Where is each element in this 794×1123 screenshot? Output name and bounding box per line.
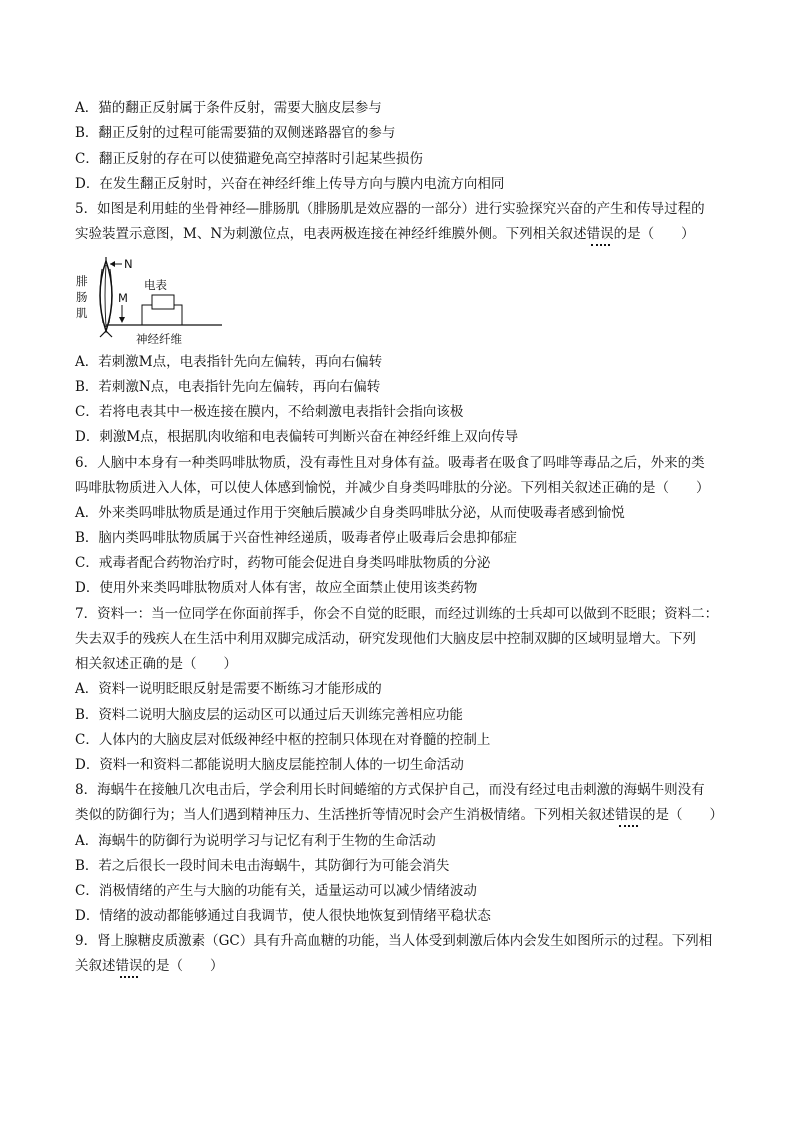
q7-stem-line1: 7．资料一：当一位同学在你面前挥手，你会不自觉的眨眼，而经过训练的士兵却可以做到不眨眼；资料二：	[75, 606, 719, 622]
q8-option-c: C．消极情绪的产生与大脑的功能有关，适量运动可以减少情绪波动	[75, 883, 477, 899]
m-arrow-head	[119, 317, 125, 323]
q5-stem-line2	[75, 225, 735, 243]
q4-option-a: A．猫的翻正反射属于条件反射，需要大脑皮层参与	[75, 100, 382, 116]
q6-option-d: D．使用外来类吗啡肽物质对人体有害，故应全面禁止使用该类药物	[75, 580, 478, 596]
q4-option-c: C．翻正反射的存在可以使猫避免高空掉落时引起某些损伤	[75, 151, 423, 167]
q8-option-a: A．海蜗牛的防御行为说明学习与记忆有利于生物的生命活动	[75, 833, 436, 849]
q8-option-d: D．情绪的波动都能够通过自我调节，使人很快地恢复到情绪平稳状态	[75, 908, 491, 924]
q9-stem-line1: 9．肾上腺糖皮质激素（GC）具有升高血糖的功能，当人体受到刺激后体内会发生如图所示的过程。下列相	[75, 933, 713, 949]
q5-option-a: A．若刺激M点，电表指针先向左偏转，再向右偏转	[75, 354, 383, 370]
q8-stem-tail: 的是（ ）	[642, 807, 723, 823]
q5-emphasis-word: 错误	[586, 226, 614, 242]
q5-option-c: C．若将电表其中一极连接在膜内，不给刺激电表指针会指向该极	[75, 404, 464, 420]
q9-stem-text: 关叙述	[75, 958, 116, 974]
q5-stem-line1: 5．如图是利用蛙的坐骨神经—腓肠肌（腓肠肌是效应器的一部分）进行实验探究兴奋的产生和传导过程的	[75, 201, 705, 217]
q6-option-b: B．脑内类吗啡肽物质属于兴奋性神经递质，吸毒者停止吸毒后会患抑郁症	[75, 530, 517, 546]
q7-stem-line2: 失去双手的残疾人在生活中利用双脚完成活动，研究发现他们大脑皮层中控制双脚的区域明显增大。下列	[75, 631, 696, 647]
q6-option-c: C．戒毒者配合药物治疗时，药物可能会促进自身类吗啡肽物质的分泌	[75, 555, 491, 571]
q8-emphasis-word: 错误	[615, 807, 642, 823]
q4-option-d: D．在发生翻正反射时，兴奋在神经纤维上传导方向与膜内电流方向相同	[75, 176, 505, 192]
q9-emphasis-word: 错误	[115, 958, 143, 974]
q5-stem-tail: 的是（ ）	[613, 226, 695, 242]
q8-stem-line1: 8．海蜗牛在接触几次电击后，学会利用长时间蜷缩的方式保护自己，而没有经过电击刺激的海蜗牛则没有	[75, 782, 705, 798]
q4-option-b: B．翻正反射的过程可能需要猫的双侧迷路器官的参与	[75, 125, 396, 141]
meter-label: 电表	[144, 278, 167, 292]
muscle-label-char-1: 腓	[76, 274, 88, 288]
point-m-label: M	[118, 291, 128, 305]
q7-stem-line3: 相关叙述正确的是（ ）	[75, 656, 237, 672]
muscle-label-char-2: 肠	[76, 290, 88, 304]
q8-stem-line2	[75, 806, 735, 824]
q8-stem-text: 类似的防御行为；当人们遇到精神压力、生活挫折等情况时会产生消极情绪。下列相关叙述	[75, 807, 615, 823]
n-arrow-head	[110, 261, 115, 267]
nerve-muscle-diagram	[72, 255, 222, 345]
q7-option-d: D．资料一和资料二都能说明大脑皮层能控制人体的一切生命活动	[75, 757, 464, 773]
muscle-label-char-3: 肌	[76, 306, 88, 320]
q9-stem-tail: 的是（ ）	[142, 958, 224, 974]
q6-option-a: A．外来类吗啡肽物质是通过作用于突触后膜减少自身类吗啡肽分泌，从而使吸毒者感到愉悦	[75, 505, 625, 521]
q7-option-a: A．资料一说明眨眼反射是需要不断练习才能形成的	[75, 681, 382, 697]
q8-option-b: B．若之后很长一段时间未电击海蜗牛，其防御行为可能会消失	[75, 858, 450, 874]
fiber-label: 神经纤维	[136, 332, 182, 345]
q7-option-c: C．人体内的大脑皮层对低级神经中枢的控制只体现在对脊髓的控制上	[75, 732, 491, 748]
q5-option-d: D．刺激M点，根据肌肉收缩和电表偏转可判断兴奋在神经纤维上双向传导	[75, 429, 519, 445]
q5-stem-text: 实验装置示意图，M、N为刺激位点，电表两极连接在神经纤维膜外侧。下列相关叙述	[75, 226, 587, 242]
q7-option-b: B．资料二说明大脑皮层的运动区可以通过后天训练完善相应功能	[75, 707, 463, 723]
point-n-label: N	[124, 257, 133, 271]
q6-stem-line1: 6．人脑中本身有一种类吗啡肽物质，没有毒性且对身体有益。吸毒者在吸食了吗啡等毒品之后，外来的类	[75, 455, 705, 471]
q9-stem-line2	[75, 957, 735, 975]
q6-stem-line2: 吗啡肽物质进入人体，可以使人体感到愉悦，并减少自身类吗啡肽的分泌。下列相关叙述正确的是（ ）	[75, 480, 710, 496]
meter-box	[152, 295, 174, 309]
q5-option-b: B．若刺激N点，电表指针先向左偏转，再向右偏转	[75, 379, 381, 395]
